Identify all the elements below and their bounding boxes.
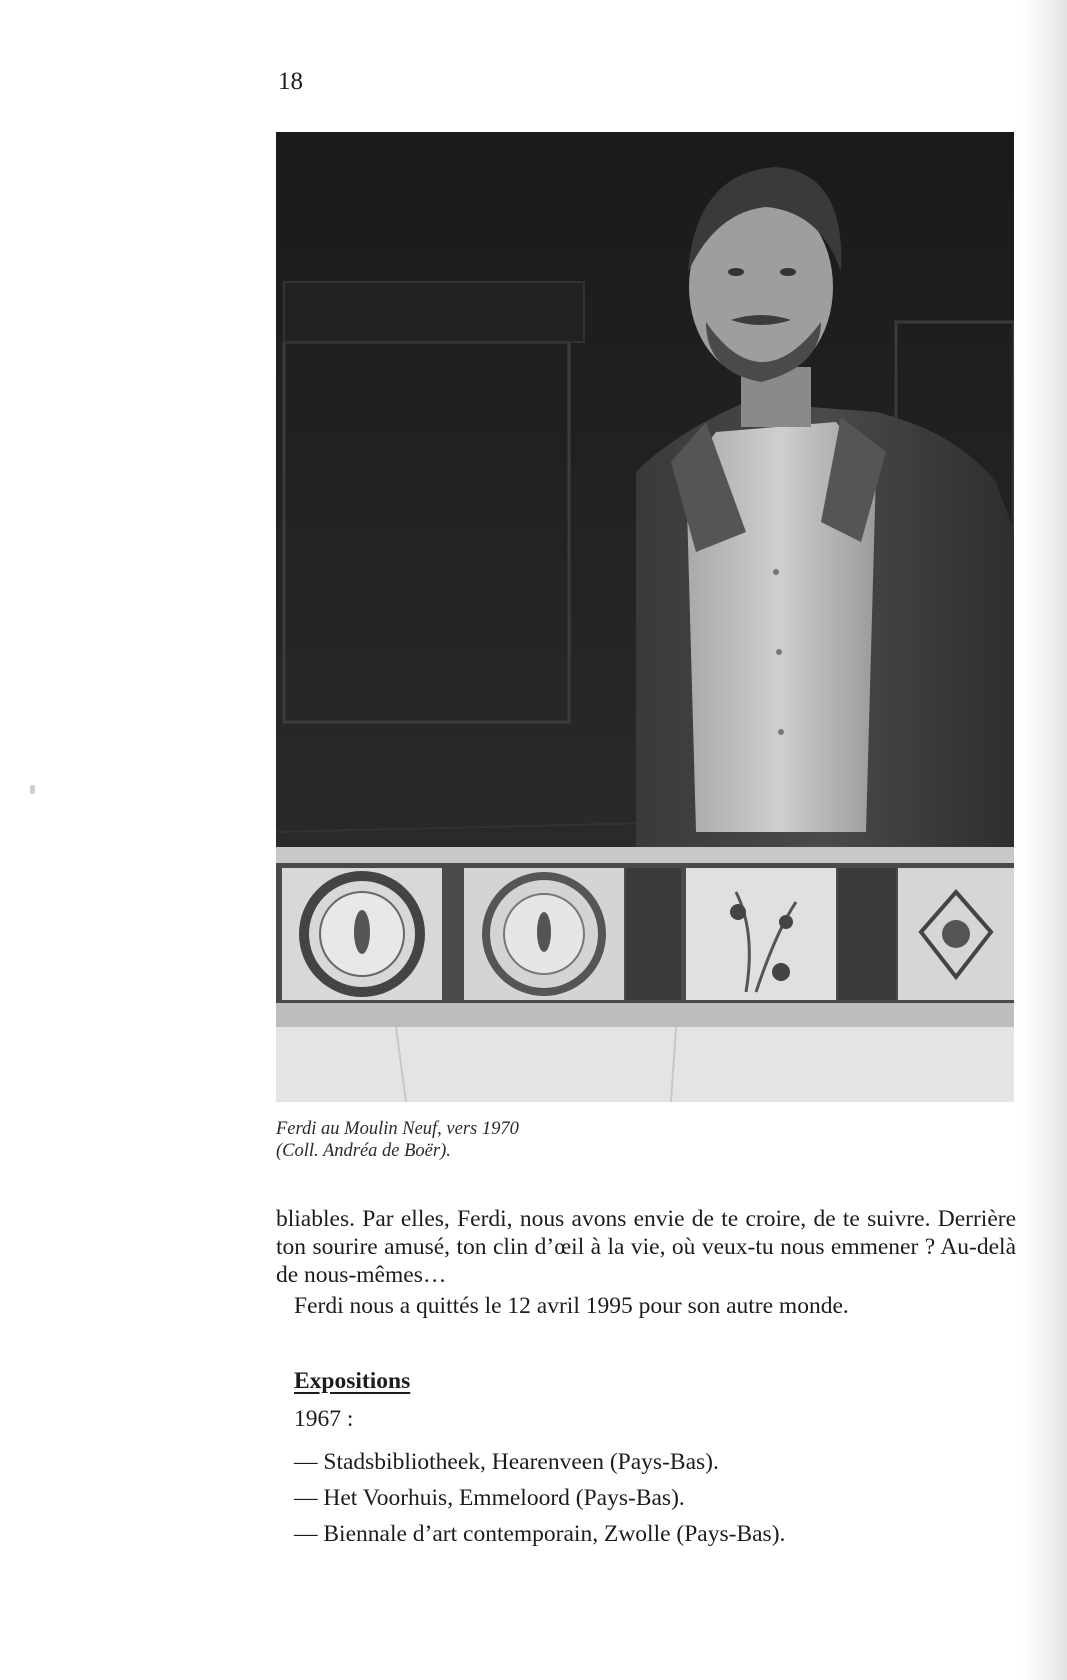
photo-caption — [276, 1118, 519, 1162]
page-edge-shadow — [1019, 0, 1067, 1680]
caption-line-2: (Coll. Andréa de Boër). — [276, 1141, 451, 1161]
list-item: — Biennale d’art contemporain, Zwolle (Pays-Bas). — [294, 1521, 786, 1547]
paper-speck — [30, 785, 35, 794]
exposition-year: 1967 : — [294, 1406, 354, 1432]
section-heading-expositions: Expositions — [294, 1368, 411, 1394]
photo-illustration — [276, 132, 1014, 1102]
closing-sentence: Ferdi nous a quittés le 12 avril 1995 pour son autre monde. — [294, 1293, 849, 1319]
list-item: — Stadsbibliotheek, Hearenveen (Pays-Bas). — [294, 1449, 719, 1475]
page-number: 18 — [278, 68, 303, 95]
exposition-list — [294, 1444, 785, 1552]
list-item: — Het Voorhuis, Emmeloord (Pays-Bas). — [294, 1485, 685, 1511]
portrait-photo — [276, 132, 1014, 1102]
body-paragraph: bliables. Par elles, Ferdi, nous avons envie de te croire, de te suivre. Derrière ton sourire amusé, ton clin d’œil à la vie, où veux-tu nous emmener ? Au-delà de nous-mêmes… — [276, 1206, 1016, 1288]
caption-line-1: Ferdi au Moulin Neuf, vers 1970 — [276, 1119, 519, 1139]
